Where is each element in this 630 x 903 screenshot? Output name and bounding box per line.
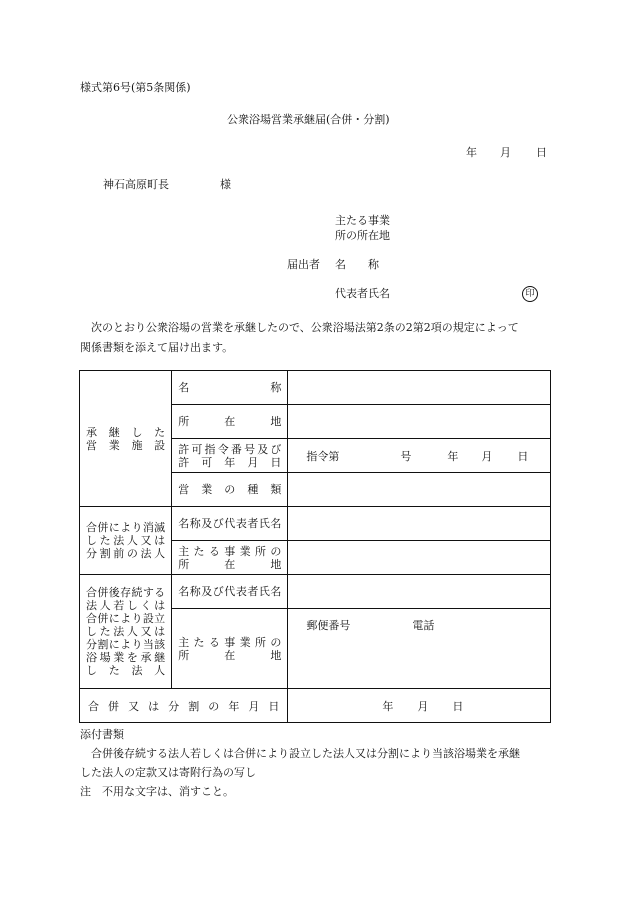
- group-dissolved-corporation: [80, 507, 172, 575]
- group-label-line: 分割前の法人: [86, 547, 166, 560]
- office-location-label-1: 主たる事業: [335, 214, 390, 227]
- group-label-line: 合併により消滅: [86, 521, 166, 534]
- group-label-line: 営業施設: [86, 438, 166, 452]
- note-text: 注 不用な文字は、消すこと。: [80, 785, 234, 798]
- label-main-office: [172, 541, 288, 575]
- label-main-office-2: [172, 609, 288, 689]
- office-label-line-2: 所在地: [178, 557, 282, 571]
- label-name-representative-2: 名称及び代表者氏名: [172, 575, 288, 609]
- group-label-line: 合併後存続する: [86, 586, 166, 599]
- addressee: 神石高原町長: [103, 178, 169, 191]
- field-permit-number[interactable]: [288, 439, 551, 473]
- group-label-line: した法人又は: [86, 534, 166, 547]
- group-label-line: 分割により当該: [86, 638, 166, 651]
- office-label-line-2: 所在地: [178, 648, 282, 662]
- permit-label-line-1: 許可指令番号及び: [178, 442, 282, 456]
- permit-month: 月: [481, 449, 493, 463]
- label-merger-date: 合併又は分割の年月日: [80, 689, 288, 723]
- attachments-line-1: 合併後存続する法人若しくは合併により設立した法人又は分割により当該浴場業を承継: [91, 747, 520, 760]
- permit-label-line-2: 許可年月日: [178, 455, 282, 469]
- permit-prefix: 指令第: [306, 449, 340, 463]
- label-name-representative: 名称及び代表者氏名: [172, 507, 288, 541]
- merger-date-month: 月: [417, 699, 429, 713]
- permit-day: 日: [517, 449, 529, 463]
- group-succeeded-facility: [80, 371, 172, 507]
- permit-year: 年: [447, 449, 459, 463]
- date-day-label: 日: [536, 146, 547, 159]
- field-successor-main-office[interactable]: [288, 609, 551, 689]
- field-facility-location[interactable]: [288, 405, 551, 439]
- group-label-line: 合併により設立: [86, 612, 166, 625]
- merger-date-year: 年: [382, 699, 394, 713]
- merger-date-day: 日: [452, 699, 464, 713]
- date-year-label: 年: [466, 146, 477, 159]
- group-label-line: 承継した: [86, 425, 166, 439]
- permit-number-suffix: 号: [400, 449, 412, 463]
- date-month-label: 月: [500, 146, 511, 159]
- label-facility-name: 名称: [172, 371, 288, 405]
- body-text-line-2: 関係書類を添えて届け出ます。: [80, 341, 234, 354]
- label-business-type: 営業の種類: [172, 473, 288, 507]
- group-successor-corporation: [80, 575, 172, 689]
- attachments-line-2: した法人の定款又は寄附行為の写し: [80, 766, 256, 779]
- honorific: 様: [220, 178, 231, 191]
- group-label-line: した法人又は: [86, 625, 166, 638]
- label-permit-number: [172, 439, 288, 473]
- field-merger-date[interactable]: [288, 689, 551, 723]
- field-facility-name[interactable]: [288, 371, 551, 405]
- office-label-line-1: 主たる事業所の: [178, 544, 282, 558]
- field-successor-name-representative[interactable]: [288, 575, 551, 609]
- field-dissolved-name-representative[interactable]: [288, 507, 551, 541]
- seal-mark: 印: [522, 286, 538, 302]
- office-location-label-2: 所の所在地: [335, 229, 390, 242]
- postal-code-label: 郵便番号: [306, 619, 351, 632]
- field-dissolved-main-office[interactable]: [288, 541, 551, 575]
- body-text-line-1: 次のとおり公衆浴場の営業を承継したので、公衆浴場法第2条の2第2項の規定によって: [91, 321, 519, 334]
- body-text: [80, 318, 560, 358]
- group-label-line: 法人若しくは: [86, 599, 166, 612]
- field-business-type[interactable]: [288, 473, 551, 507]
- notification-table: [79, 370, 551, 723]
- phone-label: 電話: [412, 619, 435, 632]
- form-number: 様式第6号(第5条関係): [80, 81, 191, 94]
- office-label-line-1: 主たる事業所の: [178, 635, 282, 649]
- name-label: 名 称: [335, 258, 379, 271]
- group-label-line: 浴場業を承継: [86, 651, 166, 664]
- representative-label: 代表者氏名: [335, 287, 390, 300]
- label-facility-location: 所在地: [172, 405, 288, 439]
- attachments-title: 添付書類: [80, 728, 124, 741]
- document-title: 公衆浴場営業承継届(合併・分割): [227, 113, 390, 126]
- group-label-line: した法人: [86, 664, 166, 677]
- notifier-label: 届出者: [287, 258, 320, 271]
